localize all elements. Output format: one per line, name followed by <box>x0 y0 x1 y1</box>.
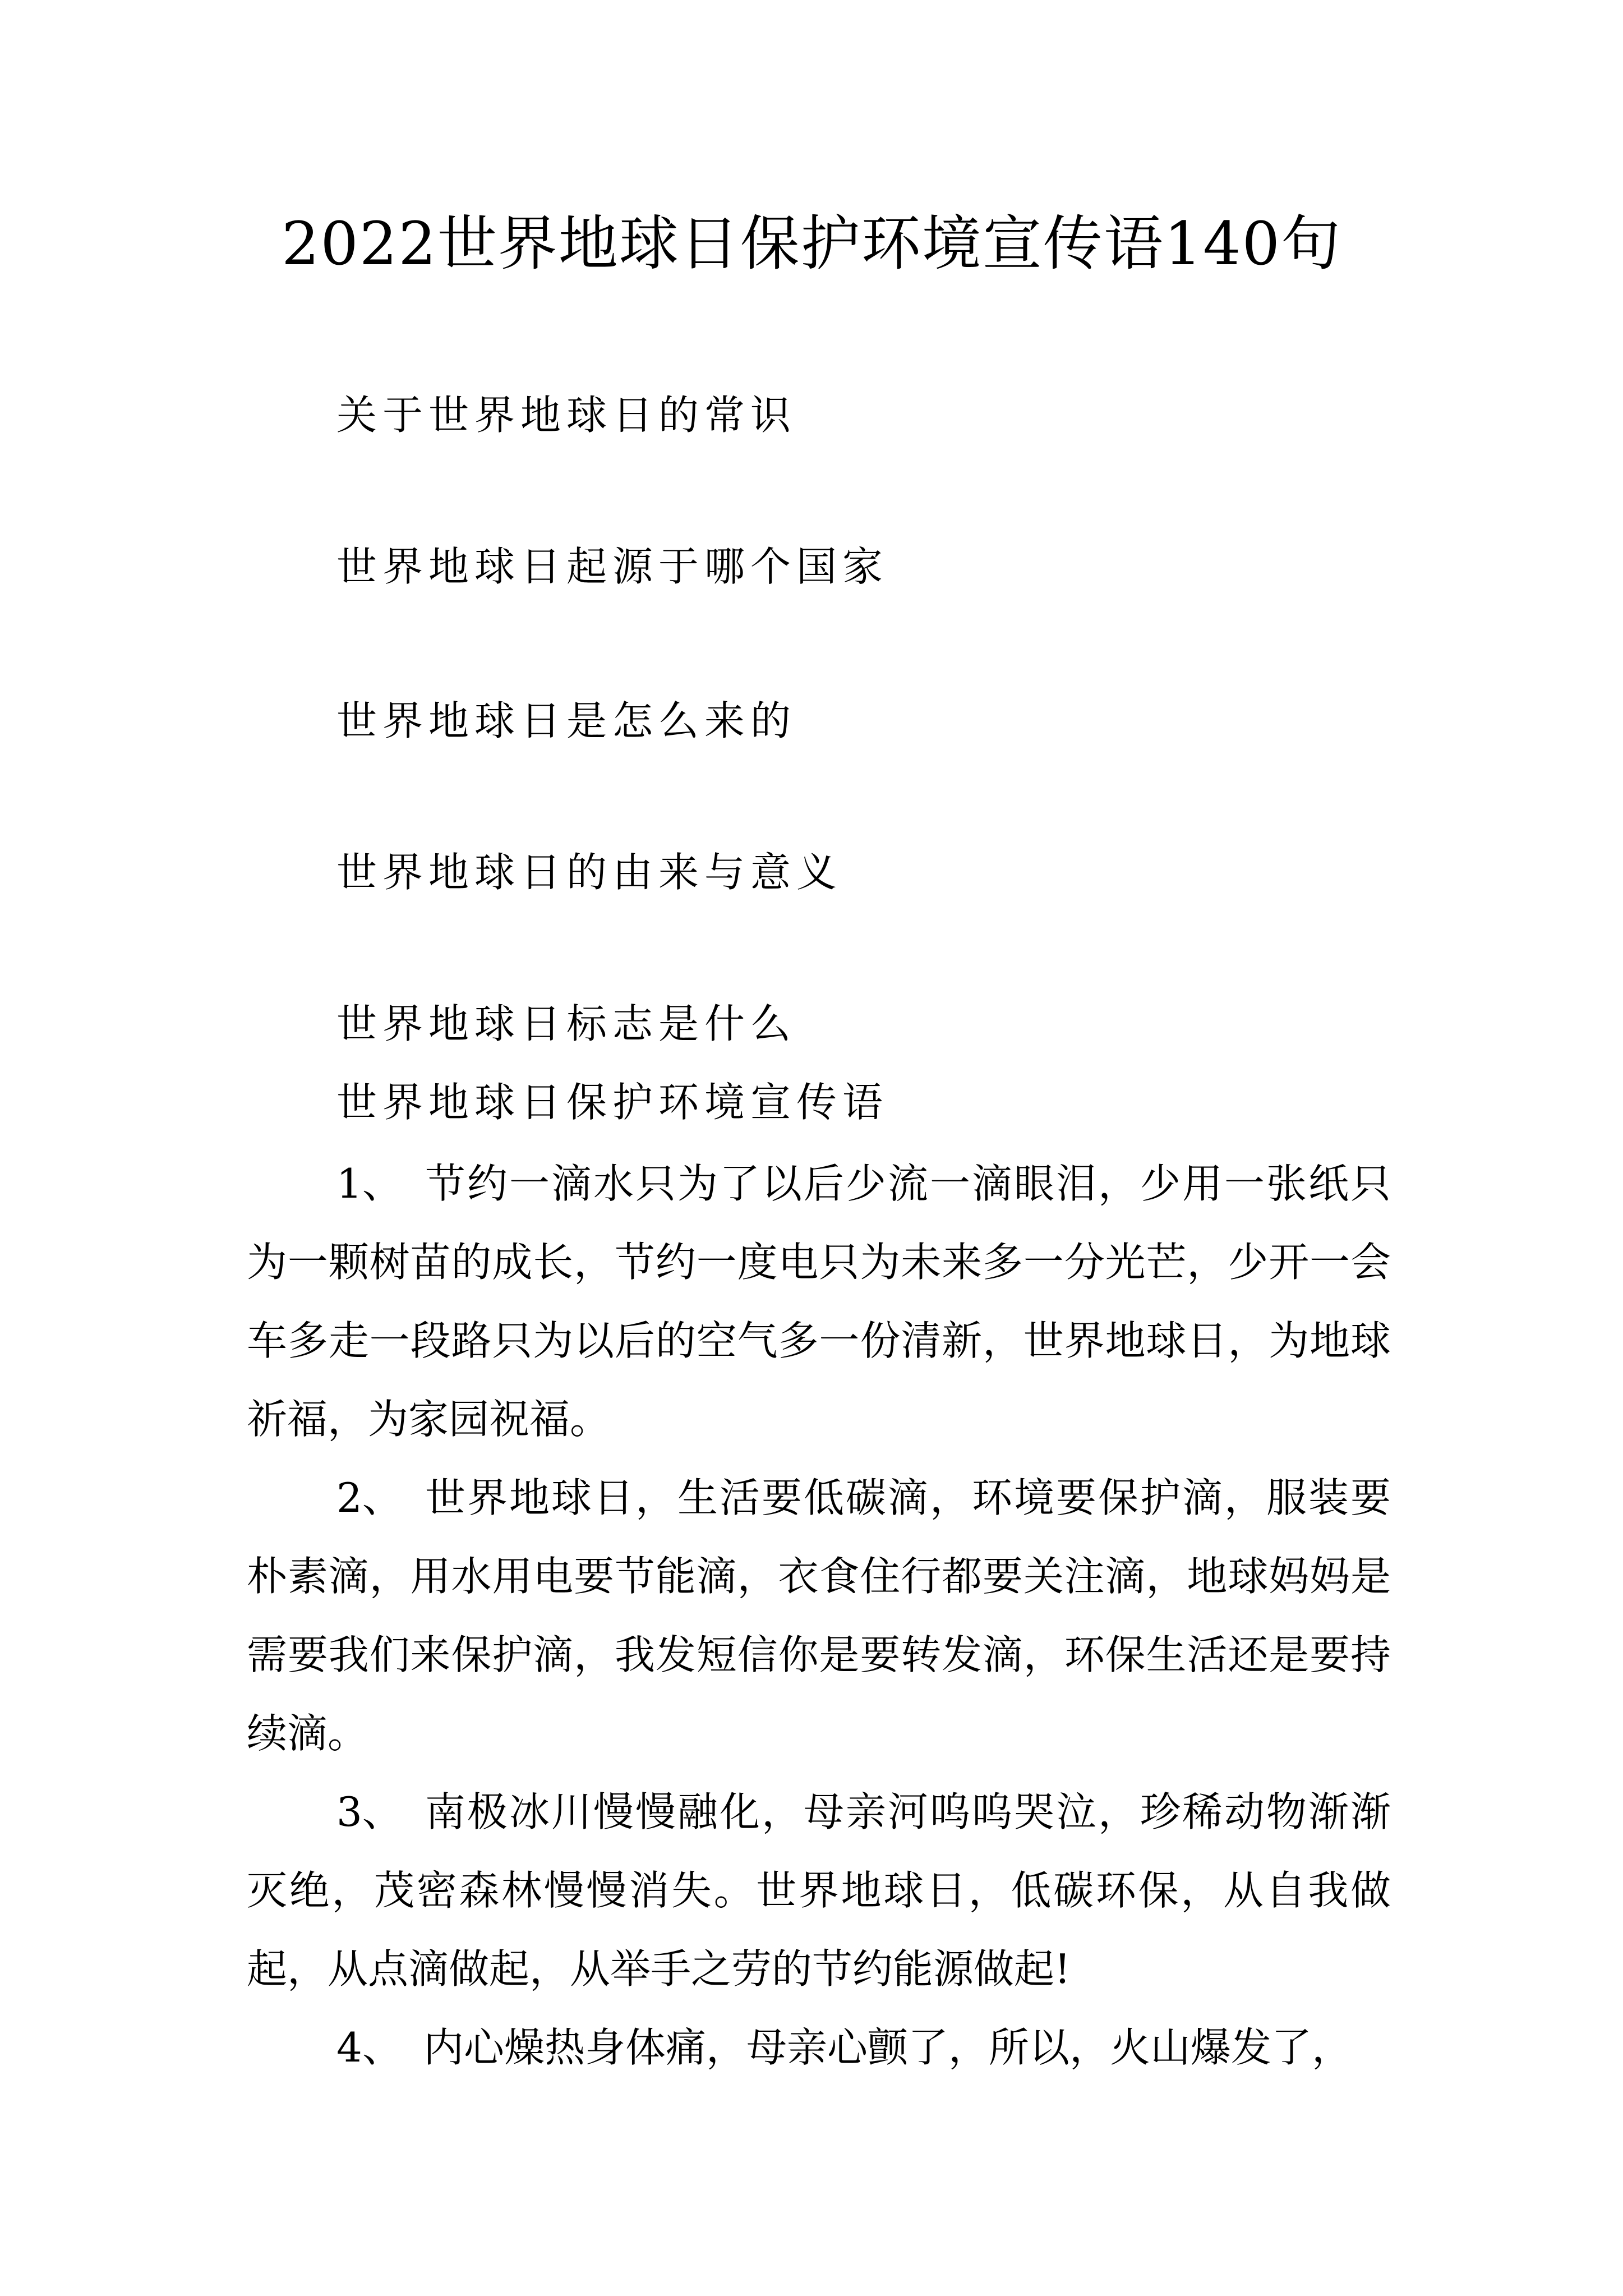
item-number: 3、 <box>336 1788 403 1835</box>
numbered-paragraph <box>247 1144 1391 1458</box>
item-text: 内心燥热身体痛，母亲心颤了，所以，火山爆发了， <box>423 2024 1353 2071</box>
toc-link[interactable]: 世界地球日起源于哪个国家 <box>336 543 889 590</box>
toc-link[interactable]: 关于世界地球日的常识 <box>336 392 797 439</box>
item-number: 2、 <box>336 1474 403 1521</box>
item-number: 1、 <box>336 1160 403 1207</box>
numbered-paragraph <box>247 2008 1391 2087</box>
numbered-paragraph <box>247 1458 1391 1773</box>
item-text: 南极冰川慢慢融化，母亲河呜呜哭泣，珍稀动物渐渐灭绝，茂密森林慢慢消失。世界地球日，低碳环保，从自我做起，从点滴做起，从举手之劳的节约能源做起! <box>247 1788 1391 1993</box>
item-text: 节约一滴水只为了以后少流一滴眼泪，少用一张纸只为一颗树苗的成长，节约一度电只为未来多一分光芒，少开一会车多走一段路只为以后的空气多一份清新，世界地球日，为地球祈福，为家园祝福。 <box>247 1160 1391 1443</box>
item-number: 4、 <box>336 2024 403 2071</box>
toc-link[interactable]: 世界地球日标志是什么 <box>336 1000 797 1047</box>
toc-link[interactable]: 世界地球日保护环境宣传语 <box>336 1079 889 1126</box>
item-text: 世界地球日，生活要低碳滴，环境要保护滴，服装要朴素滴，用水用电要节能滴，衣食住行都要关注滴，地球妈妈是需要我们来保护滴，我发短信你是要转发滴，环保生活还是要持续滴。 <box>247 1474 1391 1757</box>
toc-link[interactable]: 世界地球日的由来与意义 <box>336 849 843 896</box>
document-title: 2022世界地球日保护环境宣传语140句 <box>281 209 1342 278</box>
numbered-paragraph <box>247 1773 1391 2008</box>
toc-link[interactable]: 世界地球日是怎么来的 <box>336 697 797 744</box>
